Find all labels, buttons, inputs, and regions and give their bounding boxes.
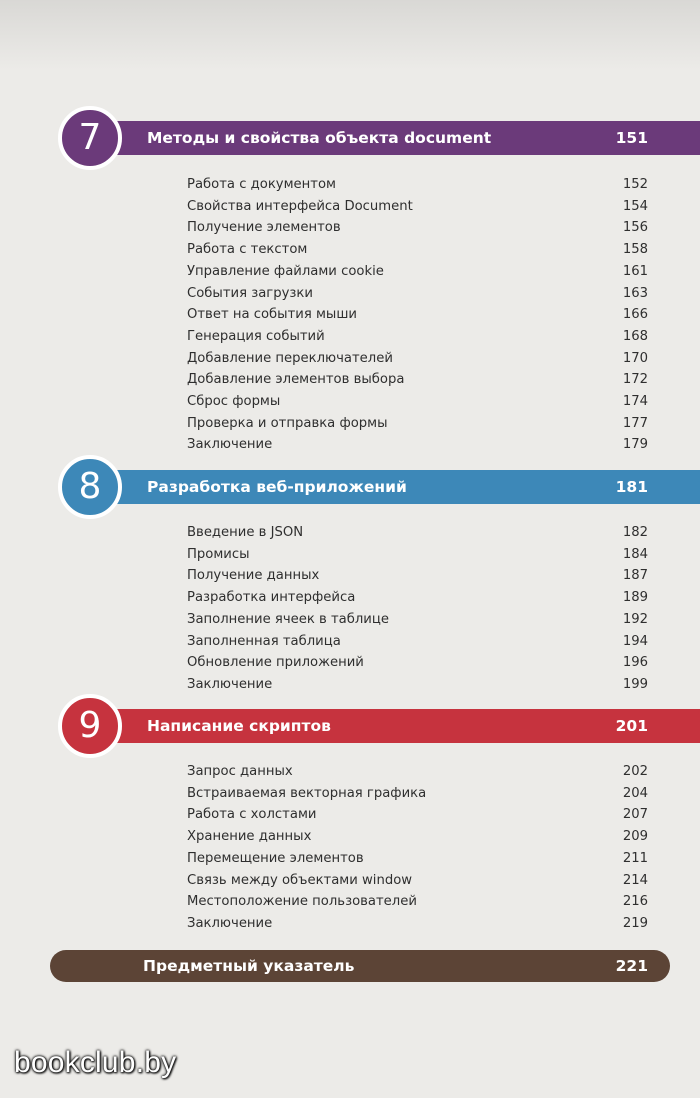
toc-entry[interactable] xyxy=(187,174,648,195)
toc-entry[interactable] xyxy=(187,413,648,434)
toc-entry-title: Связь между объектами window xyxy=(187,872,413,888)
toc-entry[interactable] xyxy=(187,544,648,565)
toc-entry-title: Работа с холстами xyxy=(187,807,317,823)
toc-entry-title: Промисы xyxy=(187,546,250,562)
toc-entry-page: 154 xyxy=(622,198,648,214)
toc-entry-title: Проверка и отправка формы xyxy=(187,415,388,431)
toc-entry[interactable] xyxy=(187,870,648,891)
toc-entry[interactable] xyxy=(187,391,648,412)
page-top-shadow xyxy=(0,0,700,70)
toc-entry-title: Заполненная таблица xyxy=(187,633,341,649)
toc-entry-page: 177 xyxy=(622,415,648,431)
toc-entry-page: 170 xyxy=(622,350,648,366)
toc-entry[interactable] xyxy=(187,565,648,586)
toc-entry-page: 172 xyxy=(622,372,648,388)
toc-entry[interactable] xyxy=(187,304,648,325)
toc-entry-title: Добавление элементов выбора xyxy=(187,372,405,388)
toc-entry-page: 156 xyxy=(622,220,648,236)
toc-entry-page: 204 xyxy=(622,785,648,801)
toc-entry[interactable] xyxy=(187,434,648,455)
toc-entry-title: Хранение данных xyxy=(187,829,312,845)
toc-entry[interactable] xyxy=(187,609,648,630)
toc-entry[interactable] xyxy=(187,848,648,869)
chapter-8-page: 181 xyxy=(615,478,648,496)
toc-entry-title: Получение элементов xyxy=(187,220,341,236)
toc-entry-page: 161 xyxy=(622,263,648,279)
toc-entry-title: Введение в JSON xyxy=(187,525,304,540)
toc-entry-page: 184 xyxy=(622,546,648,562)
toc-entry[interactable] xyxy=(187,913,648,934)
toc-entry[interactable] xyxy=(187,283,648,304)
toc-entry-title: События загрузки xyxy=(187,285,313,301)
toc-entry-title: Заключение xyxy=(187,676,273,692)
toc-entry[interactable] xyxy=(187,652,648,673)
toc-entry[interactable] xyxy=(187,348,648,369)
toc-entry-title: Управление файлами cookie xyxy=(187,263,384,279)
toc-entry-title: Встраиваемая векторная графика xyxy=(187,785,427,801)
toc-entry-page: 158 xyxy=(622,242,648,258)
toc-entry[interactable] xyxy=(187,587,648,608)
toc-entry-title: Заключение xyxy=(187,437,273,453)
toc-entry-page: 163 xyxy=(622,285,648,301)
toc-entry[interactable] xyxy=(187,522,648,543)
toc-entry-page: 194 xyxy=(622,633,648,649)
toc-entry[interactable] xyxy=(187,761,648,782)
toc-entry-title: Свойства интерфейса Document xyxy=(187,198,413,214)
toc-entry-title: Заполнение ячеек в таблице xyxy=(187,611,389,627)
toc-entry-page: 192 xyxy=(622,611,648,627)
toc-entry-title: Работа с документом xyxy=(187,177,336,192)
toc-entry-page: 211 xyxy=(622,850,648,866)
toc-entry[interactable] xyxy=(187,261,648,282)
toc-entry[interactable] xyxy=(187,783,648,804)
toc-entry-page: 202 xyxy=(622,764,648,779)
toc-entry-title: Генерация событий xyxy=(187,328,325,344)
toc-entry-title: Разработка интерфейса xyxy=(187,590,356,606)
toc-entry[interactable] xyxy=(187,826,648,847)
toc-entry-page: 196 xyxy=(622,655,648,671)
chapter-8-number-badge: 8 xyxy=(58,455,122,519)
site-watermark: bookclub.by xyxy=(14,1046,177,1079)
chapter-8-title[interactable]: Разработка веб-приложений xyxy=(147,478,407,496)
toc-entry-page: 214 xyxy=(622,872,648,888)
chapter-9-number-badge: 9 xyxy=(58,694,122,758)
toc-entry-title: Получение данных xyxy=(187,568,320,584)
toc-entry[interactable] xyxy=(187,674,648,695)
toc-entry-title: Запрос данных xyxy=(187,764,293,779)
toc-entry-page: 182 xyxy=(622,525,648,540)
toc-entry[interactable] xyxy=(187,196,648,217)
toc-entry-page: 216 xyxy=(622,894,648,910)
toc-entry-page: 152 xyxy=(622,177,648,192)
toc-entry-title: Сброс формы xyxy=(187,394,281,409)
toc-entry-title: Перемещение элементов xyxy=(187,850,364,866)
toc-entry[interactable] xyxy=(187,631,648,652)
chapter-7-number-badge: 7 xyxy=(58,106,122,170)
toc-entry-title: Ответ на события мыши xyxy=(187,307,357,323)
index-page: 221 xyxy=(615,957,648,975)
toc-entry-page: 199 xyxy=(622,676,648,692)
toc-entry-title: Заключение xyxy=(187,915,273,931)
toc-entry[interactable] xyxy=(187,239,648,260)
chapter-7-page: 151 xyxy=(615,129,648,147)
toc-entry-page: 168 xyxy=(622,328,648,344)
chapter-7-title[interactable]: Методы и свойства объекта document xyxy=(147,129,492,147)
toc-entry-page: 187 xyxy=(622,568,648,584)
toc-entry-page: 174 xyxy=(622,394,648,409)
toc-entry-page: 207 xyxy=(622,807,648,823)
toc-entry[interactable] xyxy=(187,217,648,238)
toc-entry-page: 166 xyxy=(622,307,648,323)
toc-entry[interactable] xyxy=(187,804,648,825)
toc-entry-title: Добавление переключателей xyxy=(187,350,393,366)
toc-entry-page: 209 xyxy=(622,829,648,845)
toc-entry-title: Обновление приложений xyxy=(187,655,364,671)
chapter-9-page: 201 xyxy=(615,717,648,735)
chapter-9-title[interactable]: Написание скриптов xyxy=(147,717,331,735)
toc-entry-page: 219 xyxy=(622,915,648,931)
toc-entry-page: 189 xyxy=(622,590,648,606)
toc-entry-title: Работа с текстом xyxy=(187,242,308,258)
index-title[interactable]: Предметный указатель xyxy=(143,957,355,975)
toc-entry[interactable] xyxy=(187,891,648,912)
toc-entry-title: Местоположение пользователей xyxy=(187,894,417,910)
toc-entry[interactable] xyxy=(187,326,648,347)
toc-entry-page: 179 xyxy=(622,437,648,453)
toc-entry[interactable] xyxy=(187,369,648,390)
